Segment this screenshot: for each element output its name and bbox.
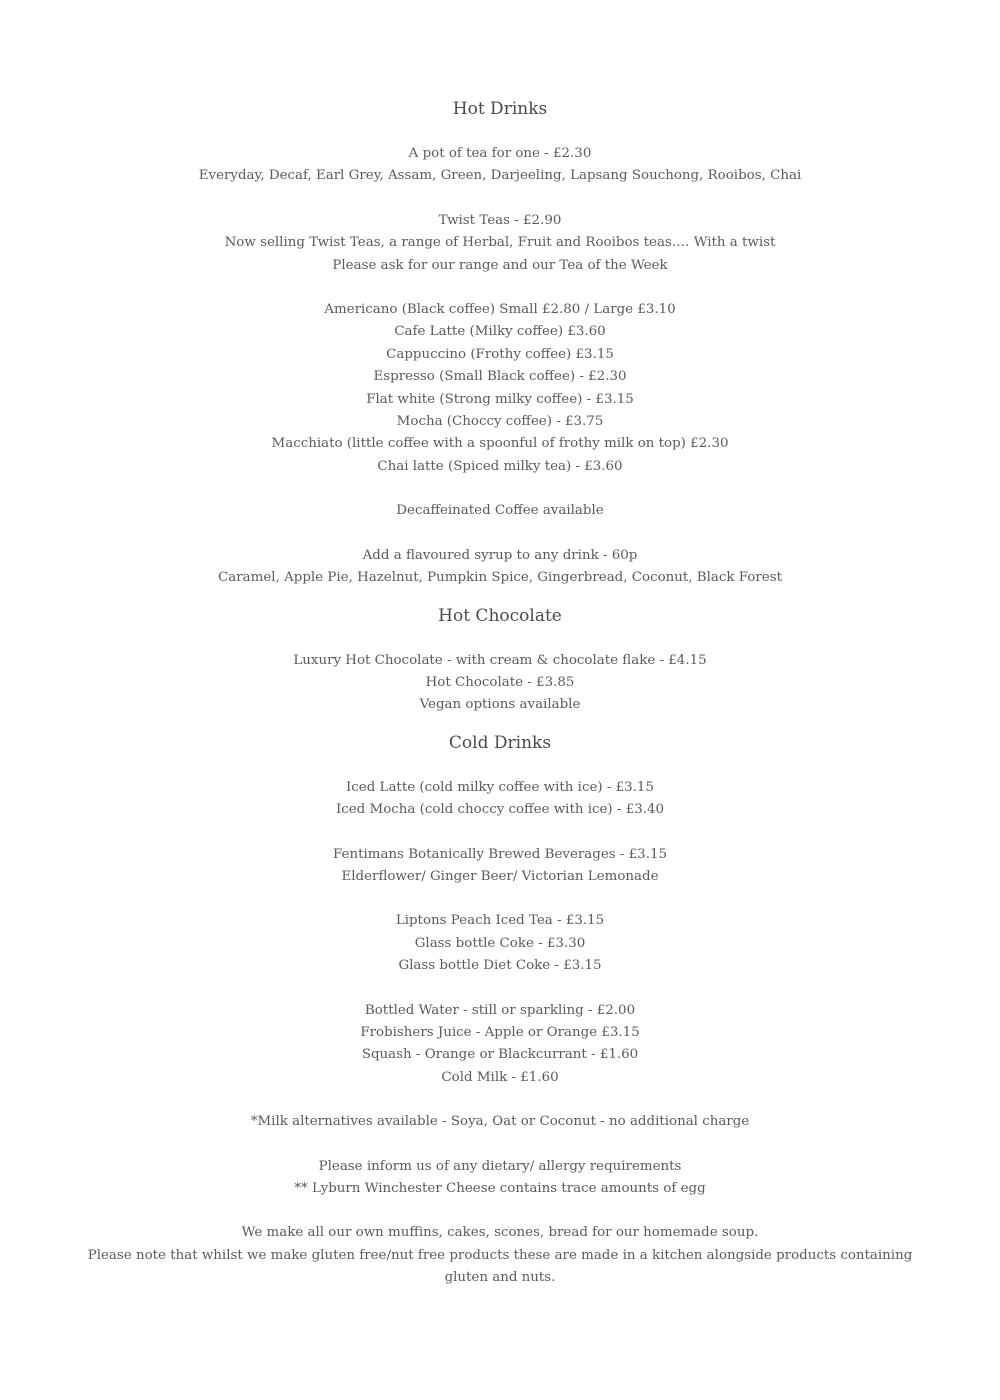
iced-coffee-item: Iced Latte (cold milky coffee with ice) - £3.15 — [346, 779, 654, 795]
twist-teas-price: Twist Teas - £2.90 — [438, 212, 562, 228]
soft-drink-item: Glass bottle Coke - £3.30 — [414, 935, 586, 951]
gluten-note: Please note that whilst we make gluten free/nut free products these are made in a kitchen alongside products containing gluten and nuts. — [87, 1247, 913, 1286]
cold-drinks-heading: Cold Drinks — [448, 732, 552, 753]
twist-teas-note: Please ask for our range and our Tea of the Week — [332, 257, 668, 273]
coffee-item: Chai latte (Spiced milky tea) - £3.60 — [377, 458, 623, 474]
soft-drink-item: Glass bottle Diet Coke - £3.15 — [398, 958, 602, 974]
hot-chocolate-item: Vegan options available — [419, 697, 581, 713]
cheese-egg-note: ** Lyburn Winchester Cheese contains trace amounts of egg — [294, 1181, 706, 1196]
tea-price: A pot of tea for one - £2.30 — [408, 146, 592, 161]
dietary-note: Please inform us of any dietary/ allergy requirements — [318, 1158, 682, 1174]
hot-drinks-heading: Hot Drinks — [452, 99, 548, 119]
fentimans-flavours: Elderflower/ Ginger Beer/ Victorian Lemonade — [341, 868, 659, 884]
syrup-price: Add a flavoured syrup to any drink - 60p — [362, 547, 638, 563]
coffee-item: Espresso (Small Black coffee) - £2.30 — [373, 369, 627, 385]
coffee-item: Cafe Latte (Milky coffee) £3.60 — [394, 324, 606, 340]
fentimans-price: Fentimans Botanically Brewed Beverages - £3.15 — [332, 846, 667, 862]
cold-drink-item: Cold Milk - £1.60 — [441, 1069, 559, 1085]
cold-drink-item: Frobishers Juice - Apple or Orange £3.15 — [360, 1024, 640, 1040]
coffee-item: Americano (Black coffee) Small £2.80 / Large £3.10 — [324, 302, 676, 318]
cold-drink-item: Squash - Orange or Blackcurrant - £1.60 — [361, 1047, 639, 1063]
coffee-item: Flat white (Strong milky coffee) - £3.15 — [366, 391, 634, 407]
coffee-item: Macchiato (little coffee with a spoonful of frothy milk on top) £2.30 — [271, 436, 729, 452]
coffee-item: Mocha (Choccy coffee) - £3.75 — [396, 414, 604, 430]
hot-chocolate-heading: Hot Chocolate — [438, 605, 562, 626]
cold-drink-item: Bottled Water - still or sparkling - £2.00 — [364, 1002, 636, 1018]
iced-coffee-item: Iced Mocha (cold choccy coffee with ice) - £3.40 — [335, 802, 665, 818]
milk-alternatives-note: *Milk alternatives available - Soya, Oat or Coconut - no additional charge — [250, 1114, 750, 1130]
homemade-note: We make all our own muffins, cakes, scones, bread for our homemade soup. — [241, 1225, 759, 1241]
twist-teas-description: Now selling Twist Teas, a range of Herbal, Fruit and Rooibos teas…. With a twist — [224, 235, 776, 251]
hot-chocolate-item: Luxury Hot Chocolate - with cream & chocolate flake - £4.15 — [293, 652, 707, 668]
coffee-item: Cappuccino (Frothy coffee) £3.15 — [386, 346, 614, 362]
soft-drink-item: Liptons Peach Iced Tea - £3.15 — [395, 913, 605, 929]
tea-varieties: Everyday, Decaf, Earl Grey, Assam, Green, Darjeeling, Lapsang Souchong, Rooibos, Chai — [198, 168, 802, 184]
hot-chocolate-item: Hot Chocolate - £3.85 — [425, 674, 575, 690]
syrup-flavours: Caramel, Apple Pie, Hazelnut, Pumpkin Spice, Gingerbread, Coconut, Black Forest — [218, 570, 782, 586]
decaf-note: Decaffeinated Coffee available — [396, 503, 604, 519]
